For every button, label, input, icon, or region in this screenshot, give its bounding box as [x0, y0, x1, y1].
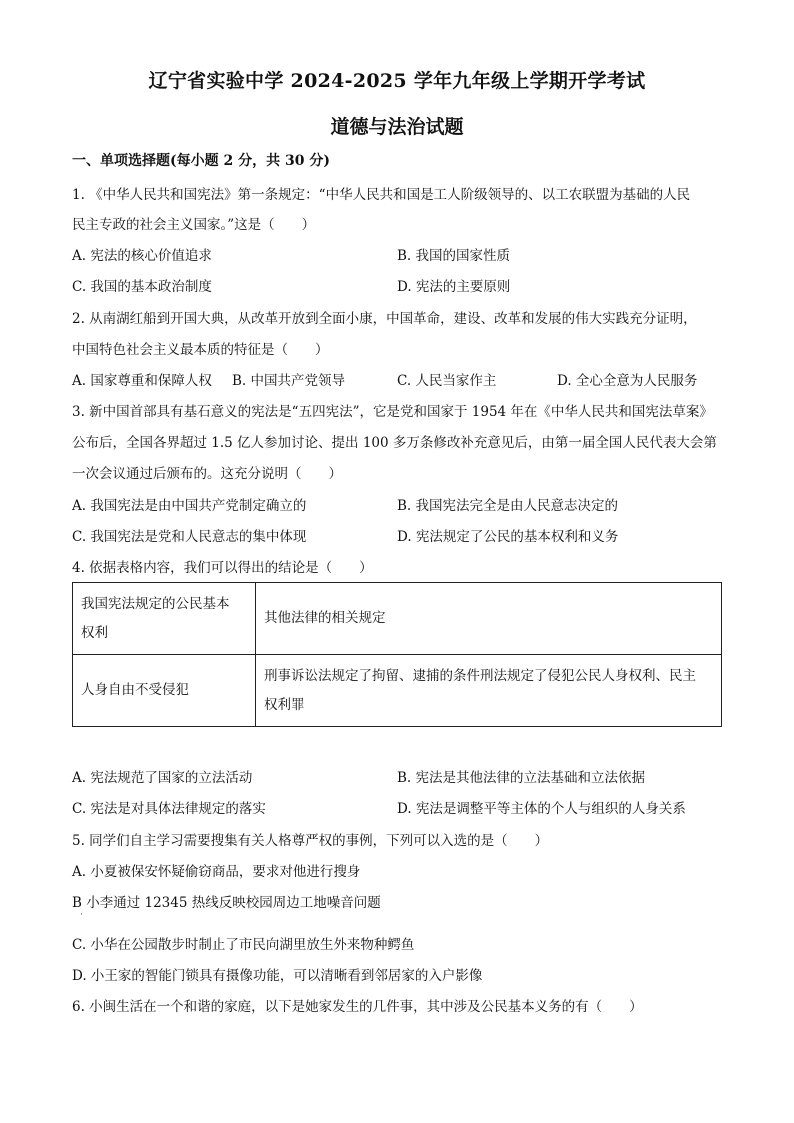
- table-header-text-cont: 权利: [81, 624, 108, 641]
- q5-option-a: A. 小夏被保安怀疑偷窃商品，要求对他进行搜身: [72, 864, 361, 880]
- question-3-text-cont2: 一次会议通过后颁布的。这充分说明（ ）: [72, 466, 342, 482]
- table-header-text: 其他法律的相关规定: [264, 610, 386, 626]
- question-4-text: 4. 依据表格内容，我们可以得出的结论是（ ）: [72, 560, 373, 576]
- table-cell-text-cont: 权利罪: [264, 696, 305, 713]
- q4-option-d: D. 宪法是调整平等主体的个人与组织的人身关系: [397, 801, 686, 817]
- question-3-text-cont: 公布后，全国各界超过 1.5 亿人参加讨论、提出 100 多万条修改补充意见后，由第一届全国人民代表大会第: [72, 435, 717, 451]
- table-header-cell: [73, 583, 256, 655]
- q4-option-b: B. 宪法是其他法律的立法基础和立法依据: [397, 770, 646, 786]
- q4-option-c: C. 宪法是对具体法律规定的落实: [72, 801, 266, 817]
- q1-option-a: A. 宪法的核心价值追求: [72, 248, 212, 264]
- table-header-text: 我国宪法规定的公民基本: [81, 595, 230, 612]
- q5-option-c: C. 小华在公园散步时制止了市民向湖里放生外来物种鳄鱼: [72, 937, 415, 953]
- q4-option-a: A. 宪法规范了国家的立法活动: [72, 770, 253, 786]
- q3-option-b: B. 我国宪法完全是由人民意志决定的: [397, 498, 619, 514]
- table-cell-text: 人身自由不受侵犯: [81, 682, 189, 698]
- q1-option-c: C. 我国的基本政治制度: [72, 279, 212, 295]
- question-2-text-cont: 中国特色社会主义最本质的特征是（ ）: [72, 342, 329, 358]
- q2-option-d: D. 全心全意为人民服务: [557, 373, 698, 389]
- question-3-text: 3. 新中国首部具有基石意义的宪法是“五四宪法”，它是党和国家于 1954 年在《中华人民共和国宪法草案》: [72, 404, 713, 420]
- table-cell: [73, 655, 256, 727]
- q1-option-d: D. 宪法的主要原则: [397, 279, 511, 295]
- stray-dot: ·: [80, 910, 83, 920]
- q5-option-b: B 小李通过 12345 热线反映校园周边工地噪音问题: [72, 895, 381, 911]
- q3-option-c: C. 我国宪法是党和人民意志的集中体现: [72, 529, 307, 545]
- q1-option-b: B. 我国的国家性质: [397, 248, 511, 264]
- question-1-text: 1. 《中华人民共和国宪法》第一条规定：“中华人民共和国是工人阶级领导的、以工农联盟为基础的人民: [72, 187, 691, 203]
- question-1-text-cont: 民主专政的社会主义国家。”这是（ ）: [72, 217, 316, 233]
- question-6-text: 6. 小闽生活在一个和谐的家庭，以下是她家发生的几件事，其中涉及公民基本义务的有（ ）: [72, 999, 643, 1015]
- table-row: [73, 655, 722, 727]
- q3-option-d: D. 宪法规定了公民的基本权利和义务: [397, 529, 619, 545]
- table-cell-text: 刑事诉讼法规定了拘留、逮捕的条件刑法规定了侵犯公民人身权利、民主: [264, 667, 696, 684]
- table-header-cell: [256, 583, 722, 655]
- question-5-text: 5. 同学们自主学习需要搜集有关人格尊严权的事例，下列可以入选的是（ ）: [72, 833, 549, 849]
- exam-subject-title: 道德与法治试题: [330, 116, 464, 138]
- question-2-text: 2. 从南湖红船到开国大典，从改革开放到全面小康，中国革命，建设、改革和发展的伟大实践充分证明，: [72, 311, 697, 327]
- q5-option-d: D. 小王家的智能门锁具有摄像功能，可以清晰看到邻居家的入户影像: [72, 968, 483, 984]
- table-row: [73, 583, 722, 655]
- q3-option-a: A. 我国宪法是由中国共产党制定确立的: [72, 498, 307, 514]
- section-heading: 一、单项选择题(每小题 2 分，共 30 分): [72, 153, 330, 169]
- table-cell: [256, 655, 722, 727]
- question-4-table: [72, 582, 722, 727]
- q2-option-a: A. 国家尊重和保障人权: [72, 373, 212, 389]
- exam-title: 辽宁省实验中学 2024-2025 学年九年级上学期开学考试: [148, 70, 646, 92]
- q2-option-b: B. 中国共产党领导: [232, 373, 346, 389]
- q2-option-c: C. 人民当家作主: [397, 373, 497, 389]
